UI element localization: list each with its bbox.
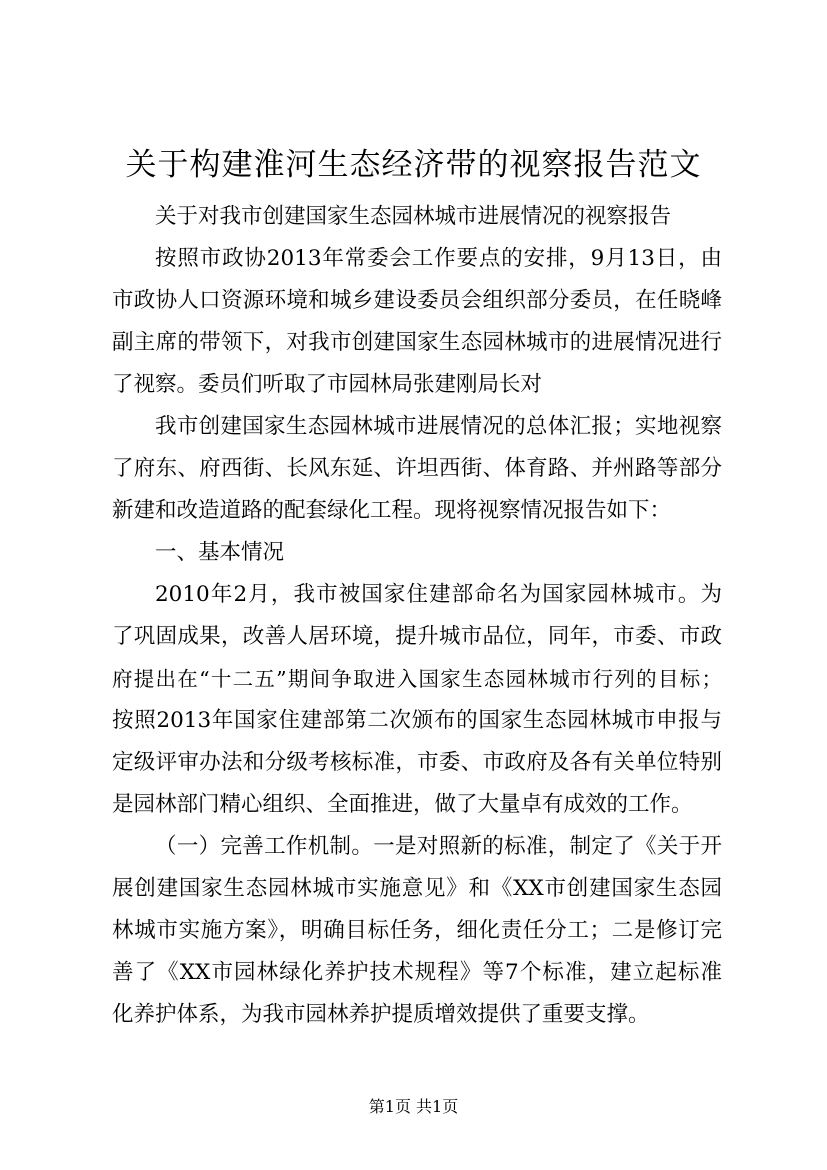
report-subtitle: 关于对我市创建国家生态园林城市进展情况的视察报告 xyxy=(155,204,672,229)
page-number: 第1页 共1页 xyxy=(368,1097,459,1116)
paragraph-1-line-4: 了视察。委员们听取了市园林局张建刚局长对 xyxy=(112,372,543,397)
paragraph-3-line-6: 是园林部门精心组织、全面推进，做了大量卓有成效的工作。 xyxy=(112,792,693,817)
paragraph-2-line-2: 了府东、府西街、长风东延、许坦西街、体育路、并州路等部分 xyxy=(112,456,722,481)
paragraph-3-line-4: 按照2013年国家住建部第二次颁布的国家生态园林城市申报与 xyxy=(112,708,722,733)
section-heading: 一、基本情况 xyxy=(155,540,285,565)
document-body xyxy=(112,196,722,1036)
paragraph-4-line-1: （一）完善工作机制。一是对照新的标准，制定了《关于开 xyxy=(155,834,722,859)
paragraph-2-line-1: 我市创建国家生态园林城市进展情况的总体汇报；实地视察 xyxy=(155,414,722,439)
document-title: 关于构建淮河生态经济带的视察报告范文 xyxy=(125,147,702,183)
paragraph-3-line-5: 定级评审办法和分级考核标准，市委、市政府及各有关单位特别 xyxy=(112,750,722,775)
paragraph-3-line-3: 府提出在“十二五”期间争取进入国家生态园林城市行列的目标； xyxy=(112,667,722,691)
paragraph-1-line-2: 市政协人口资源环境和城乡建设委员会组织部分委员，在任晓峰 xyxy=(112,288,722,313)
paragraph-3-line-2: 了巩固成果，改善人居环境，提升城市品位，同年，市委、市政 xyxy=(112,624,722,649)
paragraph-3-line-1: 2010年2月，我市被国家住建部命名为国家园林城市。为 xyxy=(155,582,722,607)
paragraph-4-line-2: 展创建国家生态园林城市实施意见》和《XX市创建国家生态园 xyxy=(112,876,722,901)
paragraph-1-line-3: 副主席的带领下，对我市创建国家生态园林城市的进展情况进行 xyxy=(112,330,722,355)
paragraph-1-line-1: 按照市政协2013年常委会工作要点的安排，9月13日，由 xyxy=(155,246,722,271)
paragraph-4-line-3: 林城市实施方案》，明确目标任务，细化责任分工；二是修订完 xyxy=(112,918,722,943)
paragraph-4-line-5: 化养护体系，为我市园林养护提质增效提供了重要支撑。 xyxy=(112,1002,650,1027)
paragraph-2-line-3: 新建和改造道路的配套绿化工程。现将视察情况报告如下： xyxy=(112,498,672,523)
paragraph-4-line-4: 善了《XX市园林绿化养护技术规程》等7个标准，建立起标准 xyxy=(112,960,722,985)
